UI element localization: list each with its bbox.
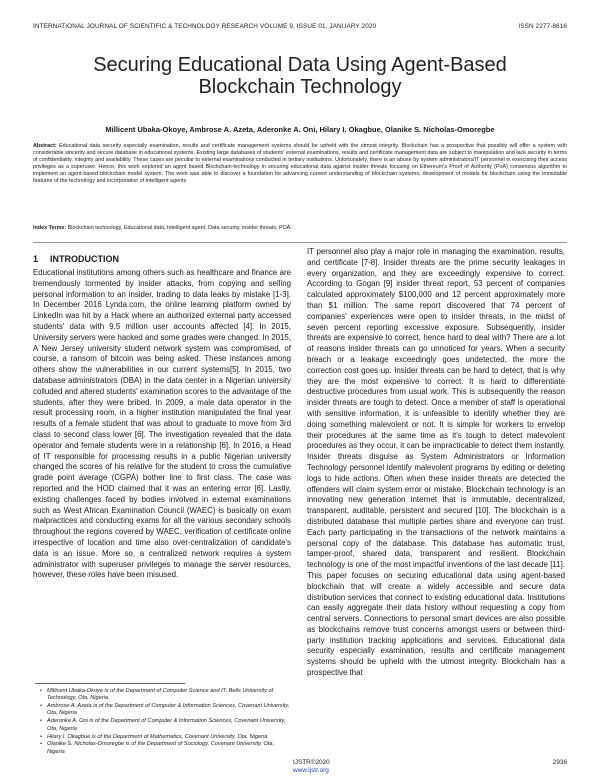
index-terms: [33, 225, 567, 232]
section-divider: [33, 242, 567, 243]
footnote-item: [40, 688, 290, 703]
footnote-text: Hilary I. Okagbue is of the Department of Mathematics, Covenant University, Ota, Nigeria: [47, 733, 268, 740]
footnote-rule: [35, 683, 185, 684]
copyright-code: IJSTR©2020: [293, 759, 330, 766]
page-footer: [33, 759, 567, 773]
bullet-icon: •: [40, 703, 42, 710]
bullet-icon: •: [40, 733, 42, 740]
footnote-item: [40, 741, 290, 756]
footnote-text: Millicent Ubaka-Okoye is of the Department of Computer Science and IT, Bells University of Technology, Ota, Nigeria.: [47, 688, 274, 702]
bullet-icon: •: [40, 688, 42, 694]
journal-url-link[interactable]: www.ijstr.org: [293, 767, 329, 774]
footnote-item: [40, 718, 290, 733]
intro-paragraph-right: IT personnel also play a major role in managing the examination, results, and certificate [7-8]. Insider threats are the prime security leakages in every organization, and they are exceedingly expensive to correct. According to Gogan [9] insider threat report, 53 percent of companies calculated approximately $100,000 and 12 percent approximately more than $1 million. The same report discovered that 74 percent of companies' experiences were open to insider threats, in the midst of seven percent reporting excessive exposure. Subsequently, insider threats are expensive to correct, hence hard to deal with? There are a lot of reasons insider threats can go unnoticed for years. When a security breach or a leakage exceedingly goes undetected, the more the correction cost goes up. Insider threats can be hard to detect, that is why they are the most expensive to correct. It is hard to differentiate destructive procedures from usual work. This is subsequently the reason insider threats are tough to detect. Once a member of staff is operational with sensitive information, it is unfeasible to identify whether they are doing something malevolent or not. It is simple for workers to envelop their procedures at the same time as it's tough to detect malevolent procedures as they occur, it can be impracticable to detect them instantly. Insider threats disguise as System Administrators or Information Technology personnel identify malevolent programs by editing or deleting logs to hide actions. Often when these insider threats are detected the offenders will claim system error or mistake. Blockchain technology is an innovating new generation internet that is immutable, decentralized, transparent, auditable, persistent and secured [10]. The blockchain is a distributed database that multiple parties share and everyone can trust. Each party participating in the transactions of the network maintains a personal copy of the database. This database has automatic trust, tamper-proof, shared data, transparent and resilient. Blockchain technology is one of the most impactful inventions of the last decade [11]. This paper focuses on securing educational data using agent-based blockchain that will create a widely accessible and secure data distribution services that connect to existing educational data. Institutions can easily aggregate their data history without requesting a copy from central servers. Connections to personal smart devices are also possible as blockchains remove trust concerns amongst users or between third-party institution tracking applications and services. Educational data security especially examination, results and certificate management systems should be upheld with the utmost integrity. Blockchain has a prospective that: [307, 247, 565, 678]
right-column: [307, 247, 565, 679]
section-number: 1: [33, 254, 39, 264]
journal-name: INTERNATIONAL JOURNAL OF SCIENTIFIC & TECHNOLOGY RESEARCH VOLUME 9, ISSUE 01, JANUARY 2020: [33, 23, 377, 30]
footnote-item: [40, 703, 290, 718]
footnote-text: Olanike S. Nicholas-Omoregbe is of the Department of Sociology, Covenant University, Ota, Nigeria: [47, 741, 275, 755]
section-heading: [33, 254, 291, 265]
section-title: INTRODUCTION: [50, 254, 120, 264]
index-terms-label: Index Terms:: [33, 225, 67, 231]
bullet-icon: •: [40, 741, 42, 748]
index-terms-text: Blockchain technology, Educational data, Intelligent agent, Data security, insider threats, POA.: [67, 225, 292, 231]
footnote-text: Ambrose A. Azeta is of the Department of Computer & Information Sciences, Covenant University, Ota, Nigeria: [47, 703, 290, 717]
title-line-1: Securing Educational Data Using Agent-Based: [93, 54, 507, 76]
intro-paragraph-left: Educational institutions among others such as healthcare and finance are tremendously tormented by insider attacks, from copying and selling personal information to an insider, trading to data leaks by mistake [1-3]. In December 2016 Lynda.com, the online learning platform owned by LinkedIn was hit by a Hack where an authorized external party accessed students' data with 9.5 million user accounts affected [4]. In 2015, University servers were hacked and some grades were changed. In 2015, A New Jersey university student network system was compromised, of course, a ransom of bitcoin was being asked. These instances among others show the vulnerabilities in our current systems[5]. In 2015, two database administrators (DBA) in the data center in a Nigerian university colluded and altered students' examination scores to the advantage of the students, after they were bribed. In 2009, a male data operator in the result processing room, in a higher institution manipulated the final year results of a female student that was about to graduate to move from 3rd class to second class lower [6]. The investigation revealed that the data operator and female students were in a relationship [6]. In 2016, a Head of IT responsible for processing results in a public Nigerian university changed the scores of his relative for the student to cross the cumulative grade point average (CGPA) bother line to first class. The case was reported and the HOD claimed that it was an entering error [6]. Lastly, existing challenges faced by bodies involved in external examinations such as West African Examination Council (WAEC) is basically on exam malpractices and conducting exams for all the various secondary schools throughout the regions covered by WAEC, verification of certificate online irrespective of location and time also over-centralization of candidate's data is an issue. More so, a centralized network requires a system administrator with superuser privileges to manage the server resources, however, these roles have been misused.: [33, 268, 291, 580]
author-affiliations: [40, 688, 290, 757]
paper-title: [40, 54, 560, 98]
author-list: Millicent Ubaka-Okoye, Ambrose A. Azeta, Aderonke A. Oni, Hilary I. Okagbue, Olanike S. Nicholas-Omoregbe: [105, 125, 495, 134]
title-line-2: Blockchain Technology: [198, 76, 402, 98]
abstract-text: Educational data security especially examination, results and certificate management systems should be upheld with the utmost integrity. Blockchain has a prospective that possibly will offer a system with considerable sincerity and secure database in educational systems. Existing large databases of students' external examinations, results and certificate management data are subject to manipulation and lack security in terms of confidentiality, integrity and availability. These cases are peculiar to external examinations conducted in tertiary institutions. Unfortunately, there is an abuse by system administrators/IT personnel in exercising their access privileges as a superuser. Hence, this work explored an agent based Blockchain-technology in securing educational data against insider threats focusing on Ethereum's Proof of Authority (PoA) consensus algorithm to implement an agent-based blockchain model system. The work was able to discover a foundation for advancing current understanding of blockchain systems, development of models for blockchain using the immutable features of the technology and incorporation of intelligent agents: [33, 143, 567, 185]
footnote-item: [40, 734, 290, 741]
bullet-icon: •: [40, 718, 42, 725]
footnote-text: Aderonke A. Oni is of the Department of Computer & Information Sciences, Covenant University, Ota, Nigeria: [47, 718, 286, 732]
abstract-label: Abstract:: [33, 143, 57, 149]
issn: ISSN 2277-8616: [518, 23, 567, 30]
left-column: [33, 254, 291, 581]
page-number: 2936: [552, 759, 567, 766]
abstract: [33, 143, 567, 186]
